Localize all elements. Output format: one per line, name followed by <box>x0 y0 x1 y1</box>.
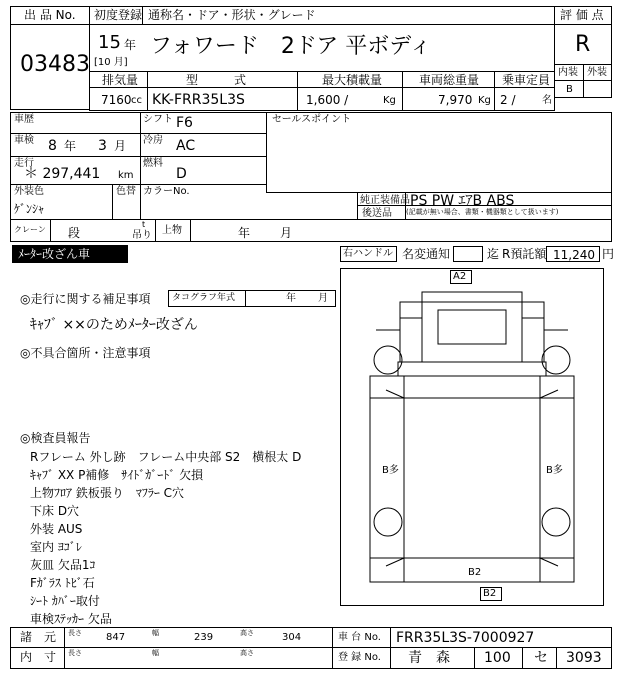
inspection-year-unit: 年 <box>64 139 77 153</box>
displacement-value: 7160 <box>101 93 132 107</box>
weight-unit: Kg <box>478 95 491 106</box>
color-no-label: 色替 <box>116 186 136 197</box>
supplement-text: ｷｬﾌﾞ ××のためﾒｰﾀｰ改ざん <box>30 317 198 333</box>
inner-height-label: 高さ <box>240 649 254 657</box>
meter-tampered-badge: ﾒｰﾀｰ改ざん車 <box>12 245 128 263</box>
shift-label: シフト <box>143 114 173 125</box>
reg-class: 100 <box>484 650 511 666</box>
aftermarket-label: 後送品 <box>362 208 392 219</box>
label-b2: B2 <box>483 588 497 599</box>
recycle-amount: 11,240 <box>553 248 595 262</box>
loading-label: 上物 <box>162 225 182 236</box>
label-b2-inner: B2 <box>468 567 482 578</box>
reg-number: 3093 <box>566 650 602 666</box>
model-label: 型 式 <box>186 73 247 87</box>
first-reg-label: 初度登録 <box>94 8 143 22</box>
color-value: ｹﾞﾝｼｬ <box>14 202 45 216</box>
inspector-line: ｷｬﾌﾞ XX P補修 ｻｲﾄﾞｶﾞｰﾄﾞ 欠損 <box>30 468 204 482</box>
recycle-label: R預託額 <box>502 247 547 261</box>
crane-stage: 段 <box>68 226 81 240</box>
inspector-line: 下床 D穴 <box>30 504 80 518</box>
reg-month: [10 月] <box>94 57 128 68</box>
tacho-month: 月 <box>318 293 328 304</box>
inspector-line: 上物ﾌﾛｱ 鉄板張り ﾏﾌﾗｰ C穴 <box>30 486 185 500</box>
mileage-value: ＊ 297,441 <box>24 166 101 182</box>
length-value: 847 <box>106 632 126 643</box>
interior-label: 内装 <box>558 67 578 78</box>
name-change-label: 名変通知 <box>402 247 451 261</box>
reg-label: 登 録 No. <box>338 652 381 663</box>
recycle-unit: 円 <box>602 247 615 261</box>
chassis-number: FRR35L3S-7000927 <box>396 630 535 646</box>
sales-point-label: セールスポイント <box>272 114 352 125</box>
eval-label: 評 価 点 <box>560 8 604 22</box>
weight-value: 7,970 <box>438 93 473 107</box>
inspector-line: 灰皿 欠品1ｺ <box>30 558 96 572</box>
history-label: 車歴 <box>14 114 34 125</box>
fuel-value: D <box>176 166 187 182</box>
length-label: 長さ <box>68 629 82 637</box>
inspection-month: 3 <box>98 138 107 154</box>
exterior-label: 外装 <box>587 67 607 78</box>
inspector-report <box>30 448 301 628</box>
inner-length-label: 長さ <box>68 649 82 657</box>
load-unit: Kg <box>383 95 396 106</box>
right-handle-label: 右ハンドル <box>343 248 393 259</box>
reg-area: 青 森 <box>408 650 450 666</box>
supplement-label: ◎走行に関する補足事項 <box>20 292 151 306</box>
model-value: KK-FRR35L3S <box>152 92 245 108</box>
fuel-label: 燃料 <box>143 158 163 169</box>
chassis-label: 車 台 No. <box>338 632 381 643</box>
aftermarket-note: (記載が無い場合、書類・機器類として扱います) <box>406 208 559 216</box>
tacho-label: タコグラフ年式 <box>172 293 236 303</box>
capacity-value: 2 / <box>500 93 516 107</box>
load-label: 最大積載量 <box>322 73 383 87</box>
color-code-label: カラーNo. <box>143 186 190 197</box>
inspector-line: ｼｰﾄ ｶﾊﾞｰ取付 <box>30 594 100 608</box>
width-label: 幅 <box>152 629 159 637</box>
mileage-unit: km <box>118 170 134 181</box>
car-name: フォワード 2ドア 平ボディ <box>150 34 432 59</box>
eval-value: R <box>575 32 591 57</box>
inspector-line: Rフレーム 外し跡 フレーム中央部 S2 横根太 D <box>30 450 302 464</box>
cooling-label: 冷房 <box>143 135 163 146</box>
cooling-value: AC <box>176 138 196 154</box>
inspection-month-unit: 月 <box>114 139 127 153</box>
inspector-label: ◎検査員報告 <box>20 431 91 445</box>
truck-top-diagram <box>340 268 604 606</box>
reg-year: 15 <box>98 32 121 53</box>
capacity-unit: 名 <box>542 95 552 106</box>
inspection-year: 8 <box>48 138 57 154</box>
height-label: 高さ <box>240 629 254 637</box>
defects-label: ◎不具合箇所・注意事項 <box>20 346 151 360</box>
loading-year: 年 <box>238 226 251 240</box>
inner-label: 内 寸 <box>20 650 57 664</box>
crane-ton: t <box>142 220 146 229</box>
width-value: 239 <box>194 632 214 643</box>
spec-label: 諸 元 <box>20 630 57 644</box>
height-value: 304 <box>282 632 302 643</box>
crane-label: クレーン <box>14 225 46 234</box>
loading-month: 月 <box>280 226 293 240</box>
capacity-label: 乗車定員 <box>502 73 551 87</box>
inspector-line: 車検ｽﾃｯｶｰ 欠品 <box>30 612 112 626</box>
color-label: 外装色 <box>14 186 44 197</box>
displacement-label: 排気量 <box>102 73 139 87</box>
displacement-unit: cc <box>131 95 142 106</box>
inspection-label: 車検 <box>14 135 34 146</box>
car-name-label: 通称名・ドア・形状・グレード <box>148 8 316 22</box>
weight-label: 車両総重量 <box>419 73 480 87</box>
reg-kana: セ <box>534 650 548 666</box>
inner-width-label: 幅 <box>152 649 159 657</box>
lot-number: 03483 <box>20 52 90 77</box>
lot-label: 出 品 No. <box>24 8 76 22</box>
shift-value: F6 <box>176 115 193 131</box>
crane-hook: 吊り <box>132 230 152 241</box>
equipment-value: PS PW ｴｱB ABS <box>410 193 515 209</box>
label-left-b: B多 <box>382 465 399 476</box>
inspector-line: 室内 ﾖｺﾞﾚ <box>30 540 82 554</box>
label-right-b: B多 <box>546 465 563 476</box>
inspector-line: 外装 AUS <box>30 522 83 536</box>
inspector-line: Fｶﾞﾗｽ ﾄﾋﾞ石 <box>30 576 95 590</box>
label-a2: A2 <box>453 271 467 282</box>
recycle-prefix: 迄 <box>487 247 500 261</box>
name-change-box <box>453 246 483 262</box>
tacho-year: 年 <box>286 293 296 304</box>
mileage-label: 走行 <box>14 158 34 169</box>
interior-value: B <box>566 84 573 95</box>
equipment-label: 純正装備品 <box>360 195 410 206</box>
load-value: 1,600 / <box>306 93 349 107</box>
reg-year-unit: 年 <box>124 38 137 52</box>
